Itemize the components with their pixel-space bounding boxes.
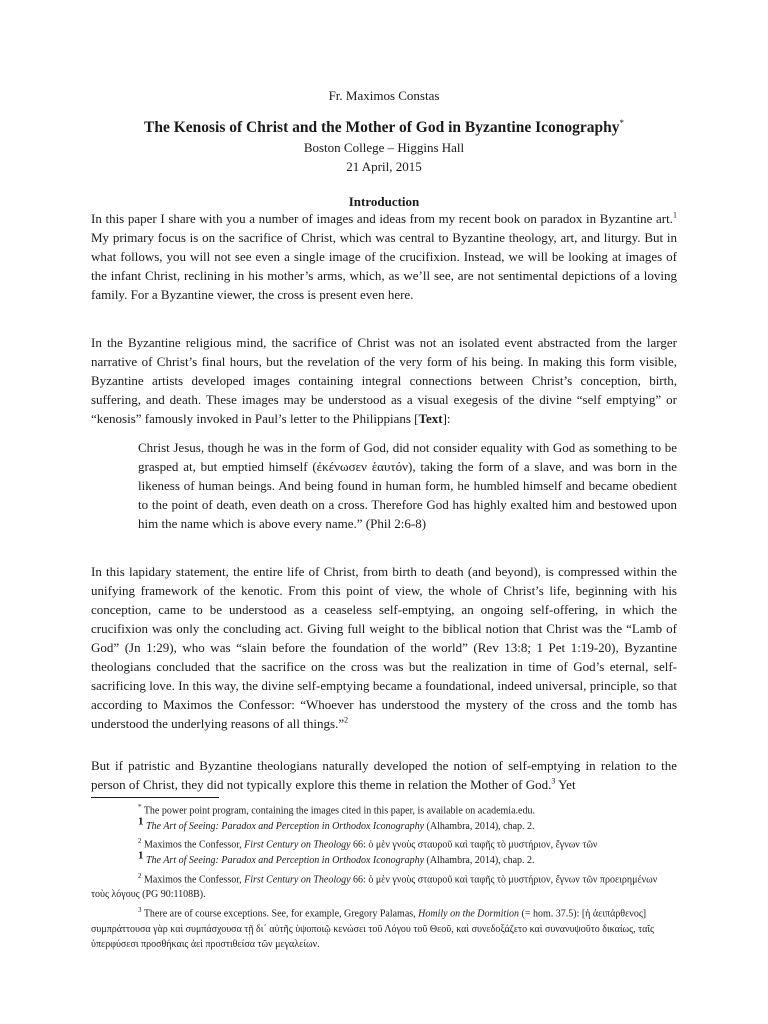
paragraph-3 xyxy=(91,562,677,733)
footnote-ref-2[interactable]: 2 xyxy=(344,715,349,725)
footnote-2b xyxy=(91,869,677,903)
paragraph-2-text-b: ]: xyxy=(442,411,451,426)
footnote-2a-title: First Century on Theology xyxy=(244,839,351,851)
paper-title xyxy=(0,118,768,137)
author-line: Fr. Maximos Constas xyxy=(328,88,440,103)
footnote-star xyxy=(91,800,677,819)
footnote-1a xyxy=(91,815,677,835)
footnote-2a-pre: Maximos the Confessor, xyxy=(141,839,245,851)
footnote-1a-rest: (Alhambra, 2014), chap. 2. xyxy=(424,820,535,832)
footnote-1b-title: The Art of Seeing: Paradox and Perception in Orthodox Iconography xyxy=(146,855,425,867)
footnote-2b-mark: 2 xyxy=(138,871,142,880)
venue-line: Boston College – Higgins Hall xyxy=(303,140,465,155)
footnote-3-rest: (= hom. 37.5): [ἡ ἀειπάρθενος] συμπράττουσα γὰρ καὶ συμπάσχουσα τῇ δι΄ αὐτῆς ὑψοποιῷ κενώσει τοῦ Λόγου τοῦ Θεοῦ, καὶ συνεδοξάζετο καὶ συνανυψοῦτο δικαίως, ταῖς ὑπερφύσεσι προσθήκαις ἀεὶ προστιθείσα τῶν μεγαλείων. xyxy=(91,908,654,951)
footnote-ref-3[interactable]: 3 xyxy=(551,776,556,786)
paper-title-text: The Kenosis of Christ and the Mother of God in Byzantine Iconography xyxy=(143,119,620,137)
paragraph-3-text: In this lapidary statement, the entire life of Christ, from birth to death (and beyond), is compressed within the unifying framework of the kenotic. From this point of view, the whole of Christ’s life, beginning with his conception, came to be understood as a ceaseless self-emptying, an ongoing self-offering, in which the crucifixion was only the concluding act. Giving full weight to the biblical notion that Christ was the “Lamb of God” (Jn 1:29), who was “slain before the foundation of the world” (Rev 13:8; 1 Pet 1:19-20), Byzantine theologians concluded that the sacrifice on the cross was but the realization in time of God’s eternal, self-sacrificing love. In this way, the divine self-emptying became a foundational, indeed universal, principle, so that according to Maximos the Confessor: “Whoever has understood the mystery of the cross and the tomb has understood the underlying reasons of all things.” xyxy=(91,564,677,731)
footnote-2b-title: First Century on Theology xyxy=(244,873,351,885)
footnote-star-text: The power point program, containing the images cited in this paper, is available on academia.edu. xyxy=(141,805,535,817)
paragraph-2-text-a: In the Byzantine religious mind, the sacrifice of Christ was not an isolated event abstracted from the larger narrative of Christ’s final hours, but the revelation of the very form of his being. In making this form visible, Byzantine artists developed images containing integral connections between Christ’s conception, birth, suffering, and death. These images may be understood as a visual exegesis of the divine “self emptying” or “kenosis” famously invoked in Paul’s letter to the Philippians [ xyxy=(91,335,677,426)
paragraph-1-text-a: In this paper I share with you a number of images and ideas from my recent book on paradox in Byzantine art. xyxy=(91,211,673,226)
footnote-3 xyxy=(91,903,677,953)
paragraph-1 xyxy=(91,209,677,304)
paragraph-4 xyxy=(91,756,677,794)
title-footnote-mark[interactable]: * xyxy=(619,118,624,128)
footnote-2a-mark: 2 xyxy=(138,837,142,846)
paragraph-1-text-b: My primary focus is on the sacrifice of Christ, which was central to Byzantine theology, art, and liturgy. But in what follows, you will not see even a single image of the crucifixion. Instead, we will be looking at images of the infant Christ, reclining in his mother’s arms, which, as we’ll see, are not sentimental depictions of a loving family. For a Byzantine viewer, the cross is present even here. xyxy=(91,230,677,302)
footnote-2b-rest: 66: ὁ μὲν γνοὺς σταυροῦ καὶ ταφῆς τὸ μυστήριον, ἔγνων τῶν προειρημένων τοὺς λόγους (PG 90:1108B). xyxy=(91,873,658,901)
text-reference[interactable]: Text xyxy=(418,411,443,426)
footnote-3-title: Homily on the Dormition xyxy=(418,908,519,920)
footnote-1a-title: The Art of Seeing: Paradox and Perception in Orthodox Iconography xyxy=(146,820,425,832)
date-line: 21 April, 2015 xyxy=(346,159,422,174)
paragraph-4-text-a: But if patristic and Byzantine theologians naturally developed the notion of self-emptying in relation to the person of Christ, they did not typically explore this theme in relation the Mother of God. xyxy=(91,758,677,792)
footnote-3-mark: 3 xyxy=(138,905,142,914)
footnote-star-mark: * xyxy=(138,803,142,811)
footnote-1b xyxy=(91,849,677,869)
block-quote: Christ Jesus, though he was in the form of God, did not consider equality with God as something to be grasped at, but emptied himself (ἐκένωσεν ἑαυτόν), taking the form of a slave, and was born in the likeness of human beings. And being found in human form, he humbled himself and became obedient to the point of death, even death on a cross. Therefore God has highly exalted him and bestowed upon him the name which is above every name.” (Phil 2:6-8) xyxy=(138,440,677,531)
footnote-1a-mark: 1 xyxy=(138,815,144,828)
section-heading: Introduction xyxy=(348,194,420,209)
footnote-ref-1[interactable]: 1 xyxy=(673,210,677,220)
paragraph-2 xyxy=(91,333,677,428)
footnote-divider xyxy=(91,797,219,798)
footnote-2b-pre: Maximos the Confessor, xyxy=(141,873,245,885)
footnote-1b-rest: (Alhambra, 2014), chap. 2. xyxy=(424,855,535,867)
paragraph-4-text-b: Yet xyxy=(555,777,576,792)
footnote-1b-mark: 1 xyxy=(138,849,144,862)
footnotes xyxy=(91,800,677,953)
footnote-3-pre: There are of course exceptions. See, for example, Gregory Palamas, xyxy=(141,908,419,920)
footnote-2a xyxy=(91,834,677,853)
footnote-2a-rest: 66: ὁ μὲν γνοὺς σταυροῦ καὶ ταφῆς τὸ μυστήριον, ἔγνων τῶν xyxy=(350,839,598,851)
